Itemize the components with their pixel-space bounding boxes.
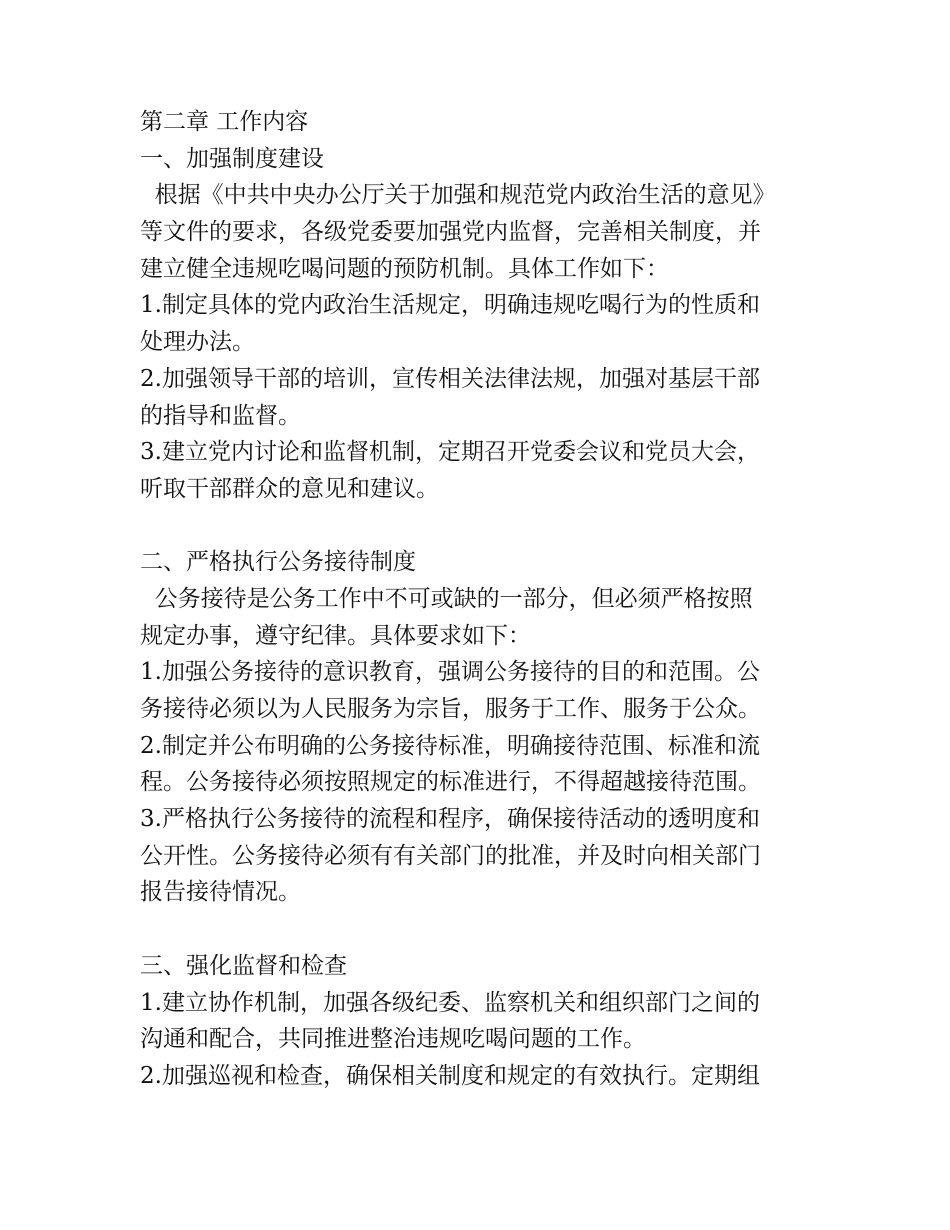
- document-body: [140, 104, 820, 1095]
- section-1-item-line: 1.制定具体的党内政治生活规定，明确违规吃喝行为的性质和: [140, 292, 760, 319]
- paragraph-spacer: [140, 911, 820, 948]
- section-2-item-line: 务接待必须以为人民服务为宗旨，服务于工作、服务于公众。: [140, 696, 761, 722]
- paragraph-spacer: [140, 508, 820, 545]
- section-1-heading: 一、加强制度建设: [140, 145, 324, 172]
- section-2-item-line: 公开性。公务接待必须有有关部门的批准，并及时向相关部门: [140, 842, 761, 869]
- section-3-item-line: 沟通和配合，共同推进整治违规吃喝问题的工作。: [140, 1026, 646, 1053]
- section-1-item-line: 的指导和监督。: [140, 402, 301, 429]
- section-2-item-line: 3.严格执行公务接待的流程和程序，确保接待活动的透明度和: [140, 806, 760, 833]
- section-1-item-line: 听取干部群众的意见和建议。: [140, 475, 439, 502]
- section-3-heading: 三、强化监督和检查: [140, 952, 347, 979]
- section-2-item-line: 报告接待情况。: [140, 879, 301, 906]
- chapter-title: 第二章 工作内容: [140, 109, 309, 135]
- section-1-intro-line: 建立健全违规吃喝问题的预防机制。具体工作如下：: [140, 255, 669, 282]
- section-2-item-line: 1.加强公务接待的意识教育，强调公务接待的目的和范围。公: [140, 659, 760, 686]
- section-1-intro-line: 等文件的要求，各级党委要加强党内监督，完善相关制度，并: [140, 219, 761, 246]
- section-2-item-line: 2.制定并公布明确的公务接待标准，明确接待范围、标准和流: [140, 732, 760, 759]
- section-1-item-line: 2.加强领导干部的培训，宣传相关法律法规，加强对基层干部: [140, 365, 760, 392]
- section-1-intro-line: 根据《中共中央办公厅关于加强和规范党内政治生活的意见》: [140, 182, 776, 209]
- section-1-item-line: 3.建立党内讨论和监督机制，定期召开党委会议和党员大会，: [140, 439, 760, 466]
- section-3-item-line: 2.加强巡视和检查，确保相关制度和规定的有效执行。定期组: [140, 1062, 760, 1089]
- section-3-item-line: 1.建立协作机制，加强各级纪委、监察机关和组织部门之间的: [140, 989, 760, 1016]
- section-2-intro-line: 公务接待是公务工作中不可或缺的一部分，但必须严格按照: [140, 585, 753, 612]
- section-2-heading: 二、严格执行公务接待制度: [140, 549, 416, 576]
- section-2-intro-line: 规定办事，遵守纪律。具体要求如下：: [140, 622, 531, 649]
- section-2-item-line: 程。公务接待必须按照规定的标准进行，不得超越接待范围。: [140, 769, 761, 796]
- section-1-item-line: 处理办法。: [140, 329, 255, 356]
